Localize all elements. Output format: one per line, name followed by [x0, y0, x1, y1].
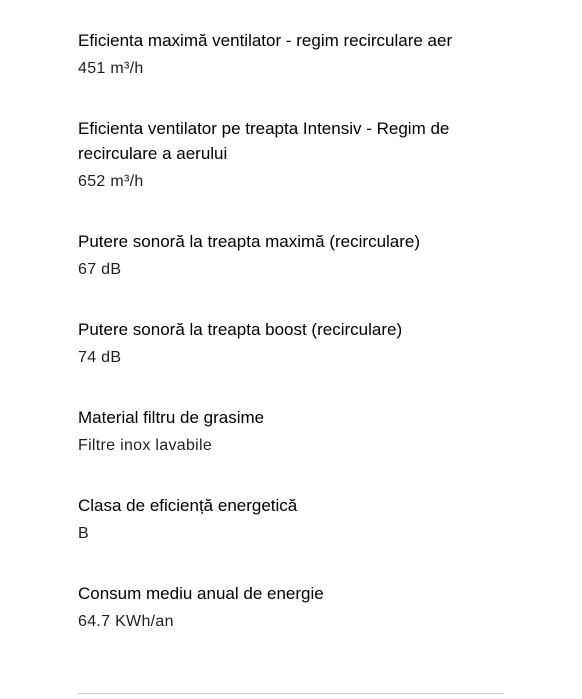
- spec-value: 74 dB: [78, 349, 122, 366]
- spec-item-annual-energy-consumption: [78, 581, 518, 633]
- spec-value: 67 dB: [78, 261, 122, 278]
- spec-label: Putere sonoră la treapta maximă (recirculare): [78, 232, 421, 251]
- spec-label: Clasa de eficiență energetică: [78, 496, 298, 515]
- spec-label: Consum mediu anual de energie: [78, 584, 324, 603]
- spec-value: B: [78, 525, 89, 542]
- spec-value: 451 m³/h: [78, 60, 144, 77]
- spec-label: Eficienta ventilator pe treapta Intensiv - Regim de recirculare a aerului: [78, 119, 450, 163]
- spec-value: 64.7 KWh/an: [78, 613, 174, 630]
- spec-value: 652 m³/h: [78, 173, 144, 190]
- spec-item-fan-efficiency-max: [78, 28, 518, 80]
- section-divider: [78, 693, 504, 694]
- spec-item-fan-efficiency-intensive: [78, 116, 518, 193]
- spec-label: Putere sonoră la treapta boost (recirculare): [78, 320, 403, 339]
- spec-label: Material filtru de grasime: [78, 408, 265, 427]
- spec-item-sound-power-boost: [78, 317, 518, 369]
- spec-item-energy-class: [78, 493, 518, 545]
- spec-list: [78, 28, 518, 669]
- spec-item-sound-power-max: [78, 229, 518, 281]
- spec-item-grease-filter-material: [78, 405, 518, 457]
- spec-label: Eficienta maximă ventilator - regim recirculare aer: [78, 31, 453, 50]
- spec-value: Filtre inox lavabile: [78, 437, 213, 454]
